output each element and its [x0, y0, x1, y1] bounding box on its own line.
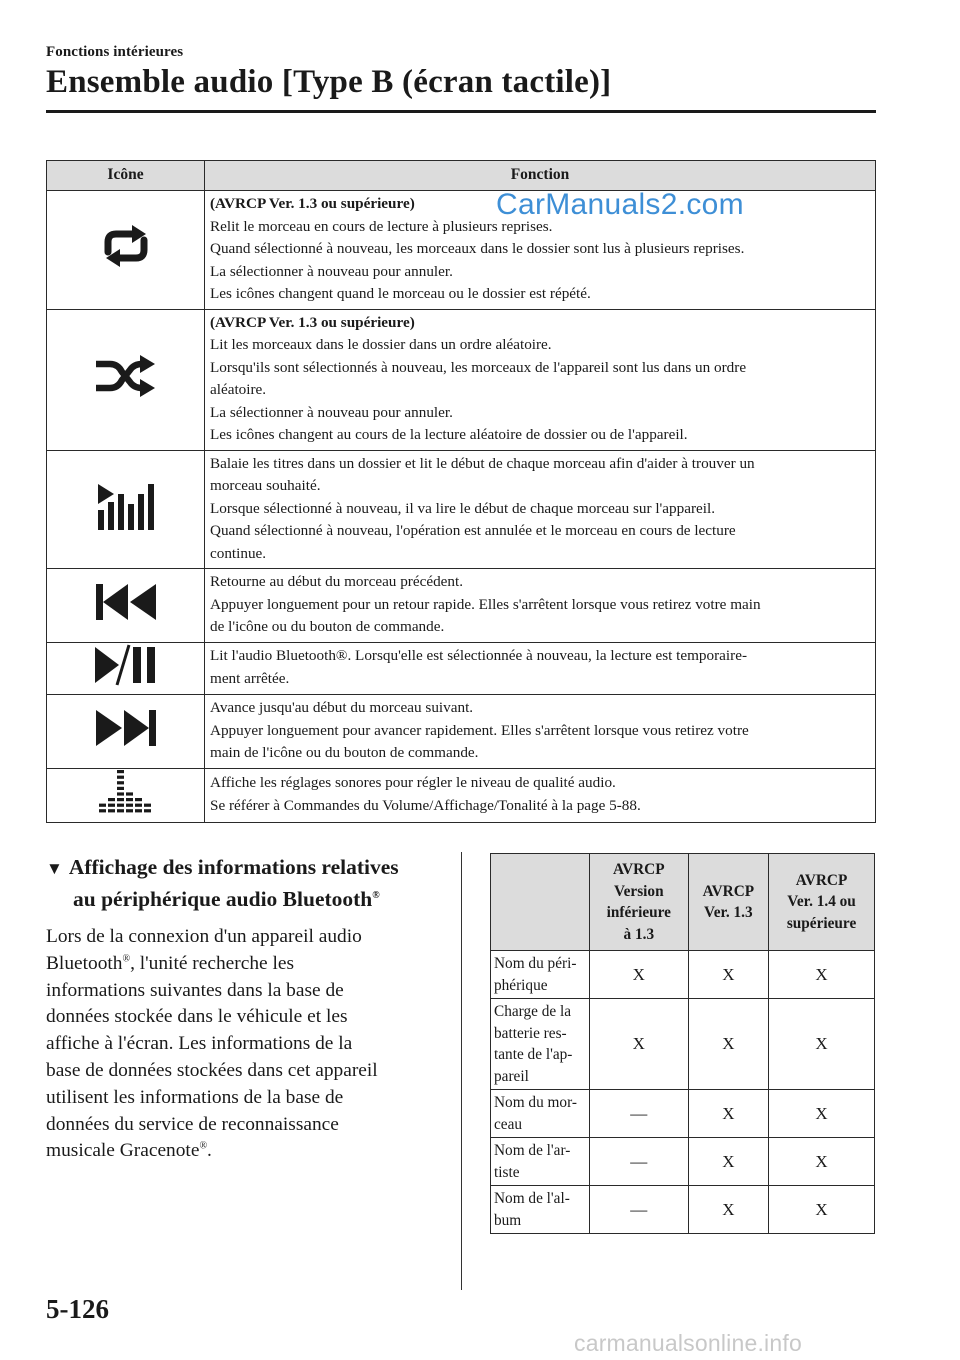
description-line: main de l'icône ou du bouton de commande.	[210, 744, 479, 761]
description-line: Se référer à Commandes du Volume/Affichage/Tonalité à la page 5-88.	[210, 796, 641, 814]
table-cell: X	[769, 951, 875, 999]
description-line: Lorsqu'ils sont sélectionnés à nouveau, les morceaux de l'appareil sont lus dans un ordre	[210, 358, 747, 376]
icon-cell	[47, 642, 205, 695]
function-description	[205, 450, 876, 569]
body-line: base de données stockées dans cet appareil	[46, 1059, 378, 1081]
registered-mark: ®	[372, 889, 380, 901]
table-cell: —	[590, 1186, 689, 1234]
function-description	[205, 695, 876, 769]
table-row	[491, 1090, 875, 1138]
description-line: Appuyer longuement pour avancer rapidement. Elles s'arrêtent lorsque vous retirez votre	[210, 721, 749, 739]
column-divider	[461, 852, 462, 1290]
description-line: (AVRCP Ver. 1.3 ou supérieure)	[210, 195, 415, 212]
table-row	[47, 695, 876, 769]
icon-cell	[47, 695, 205, 769]
next-track-icon	[94, 735, 158, 752]
section-subheading	[46, 852, 446, 915]
description-line: Quand sélectionné à nouveau, les morceaux dans le dossier sont lus à plusieurs reprises.	[210, 240, 745, 257]
row-label: Charge de la batterie res- tante de l'ap- pareil	[491, 999, 590, 1090]
table-cell: X	[688, 1090, 769, 1138]
table-row	[491, 951, 875, 999]
subheading-line-1: Affichage des informations relatives	[68, 855, 399, 879]
description-line: La sélectionner à nouveau pour annuler.	[210, 262, 453, 280]
scan-icon	[94, 519, 158, 536]
description-line: de l'icône ou du bouton de commande.	[210, 618, 445, 635]
icon-cell	[47, 569, 205, 643]
description-line: continue.	[210, 544, 267, 562]
body-line: Bluetooth®, l'unité recherche les	[46, 952, 295, 974]
body-line: Lors de la connexion d'un appareil audio	[46, 926, 362, 947]
function-description	[205, 309, 876, 450]
body-line: musicale Gracenote®.	[46, 1140, 212, 1162]
description-line: Quand sélectionné à nouveau, l'opération est annulée et le morceau en cours de lecture	[210, 522, 736, 539]
description-line: Avance jusqu'au début du morceau suivant.	[210, 699, 474, 716]
icon-cell	[47, 450, 205, 569]
description-line: ment arrêtée.	[210, 669, 290, 687]
table-cell: X	[590, 999, 689, 1090]
icon-cell	[47, 191, 205, 310]
row-label: Nom du péri- phérique	[491, 951, 590, 999]
description-line: morceau souhaité.	[210, 477, 321, 494]
triangle-marker-icon: ▼	[46, 859, 63, 878]
icon-cell	[47, 309, 205, 450]
table-header-row	[47, 161, 876, 191]
function-description	[205, 642, 876, 695]
table-row	[47, 569, 876, 643]
avrcp-info-table	[490, 853, 875, 1234]
previous-track-icon	[94, 609, 158, 626]
table-header-row	[491, 854, 875, 951]
function-description	[205, 768, 876, 823]
icon-function-table	[46, 160, 876, 823]
table-cell: X	[688, 999, 769, 1090]
table-row	[47, 450, 876, 569]
body-line: utilisent les informations de la base de	[46, 1086, 344, 1108]
section-label: Fonctions intérieures	[46, 44, 184, 60]
table-cell: X	[769, 1090, 875, 1138]
table-row	[47, 768, 876, 823]
description-line: Appuyer longuement pour un retour rapide. Elles s'arrêtent lorsque vous retirez votre main	[210, 595, 761, 613]
column-header: AVRCP Ver. 1.4 ou supérieure	[769, 854, 875, 951]
table-cell: X	[769, 999, 875, 1090]
column-header: AVRCP Version inférieure à 1.3	[590, 854, 689, 951]
subheading-line-2: au périphérique audio Bluetooth	[73, 887, 373, 911]
page-number: 5-126	[46, 1294, 109, 1324]
table-cell: —	[590, 1090, 689, 1138]
table-cell: —	[590, 1138, 689, 1186]
description-line: Retourne au début du morceau précédent.	[210, 573, 464, 590]
body-line: données du service de reconnaissance	[46, 1113, 339, 1135]
description-line: Balaie les titres dans un dossier et lit le début de chaque morceau afin d'aider à trouver un	[210, 454, 755, 472]
column-header-function: Fonction	[205, 161, 876, 191]
description-line: Les icônes changent au cours de la lecture aléatoire de dossier ou de l'appareil.	[210, 426, 688, 443]
watermark-footer: carmanualsonline.info	[574, 1330, 802, 1356]
description-line: Les icônes changent quand le morceau ou le dossier est répété.	[210, 285, 591, 302]
repeat-icon	[94, 255, 158, 272]
watermark-logo: CarManuals2.com	[496, 188, 744, 221]
table-row	[491, 1186, 875, 1234]
description-line: Lorsque sélectionné à nouveau, il va lire le début de chaque morceau sur l'appareil.	[210, 499, 715, 517]
description-line: Affiche les réglages sonores pour régler le niveau de qualité audio.	[210, 774, 616, 792]
description-line: Lit les morceaux dans le dossier dans un ordre aléatoire.	[210, 336, 552, 353]
table-row	[47, 642, 876, 695]
shuffle-icon	[92, 385, 160, 402]
body-line: données stockée dans le véhicule et les	[46, 1006, 348, 1028]
table-cell: X	[688, 1186, 769, 1234]
table-row	[491, 1138, 875, 1186]
body-paragraph	[46, 924, 446, 1165]
description-line: Lit l'audio Bluetooth®. Lorsqu'elle est sélectionnée à nouveau, la lecture est temporaire-	[210, 647, 747, 665]
column-header	[491, 854, 590, 951]
icon-cell	[47, 768, 205, 823]
description-line: aléatoire.	[210, 381, 267, 398]
table-cell: X	[769, 1186, 875, 1234]
body-line: affiche à l'écran. Les informations de la	[46, 1033, 353, 1055]
description-line: La sélectionner à nouveau pour annuler.	[210, 403, 453, 421]
column-header: AVRCP Ver. 1.3	[688, 854, 769, 951]
play-pause-icon	[93, 674, 159, 691]
table-cell: X	[590, 951, 689, 999]
function-description	[205, 569, 876, 643]
table-cell: X	[769, 1138, 875, 1186]
equalizer-icon	[98, 802, 154, 819]
row-label: Nom du mor- ceau	[491, 1090, 590, 1138]
table-row	[47, 309, 876, 450]
table-cell: X	[688, 951, 769, 999]
description-line: (AVRCP Ver. 1.3 ou supérieure)	[210, 313, 415, 331]
table-row	[491, 999, 875, 1090]
column-header-icon: Icône	[47, 161, 205, 191]
page-title: Ensemble audio [Type B (écran tactile)]	[46, 64, 612, 100]
table-cell: X	[688, 1138, 769, 1186]
table-row	[47, 191, 876, 310]
row-label: Nom de l'al- bum	[491, 1186, 590, 1234]
title-rule	[46, 110, 876, 113]
description-line: Relit le morceau en cours de lecture à plusieurs reprises.	[210, 217, 553, 235]
row-label: Nom de l'ar- tiste	[491, 1138, 590, 1186]
body-line: informations suivantes dans la base de	[46, 979, 344, 1001]
